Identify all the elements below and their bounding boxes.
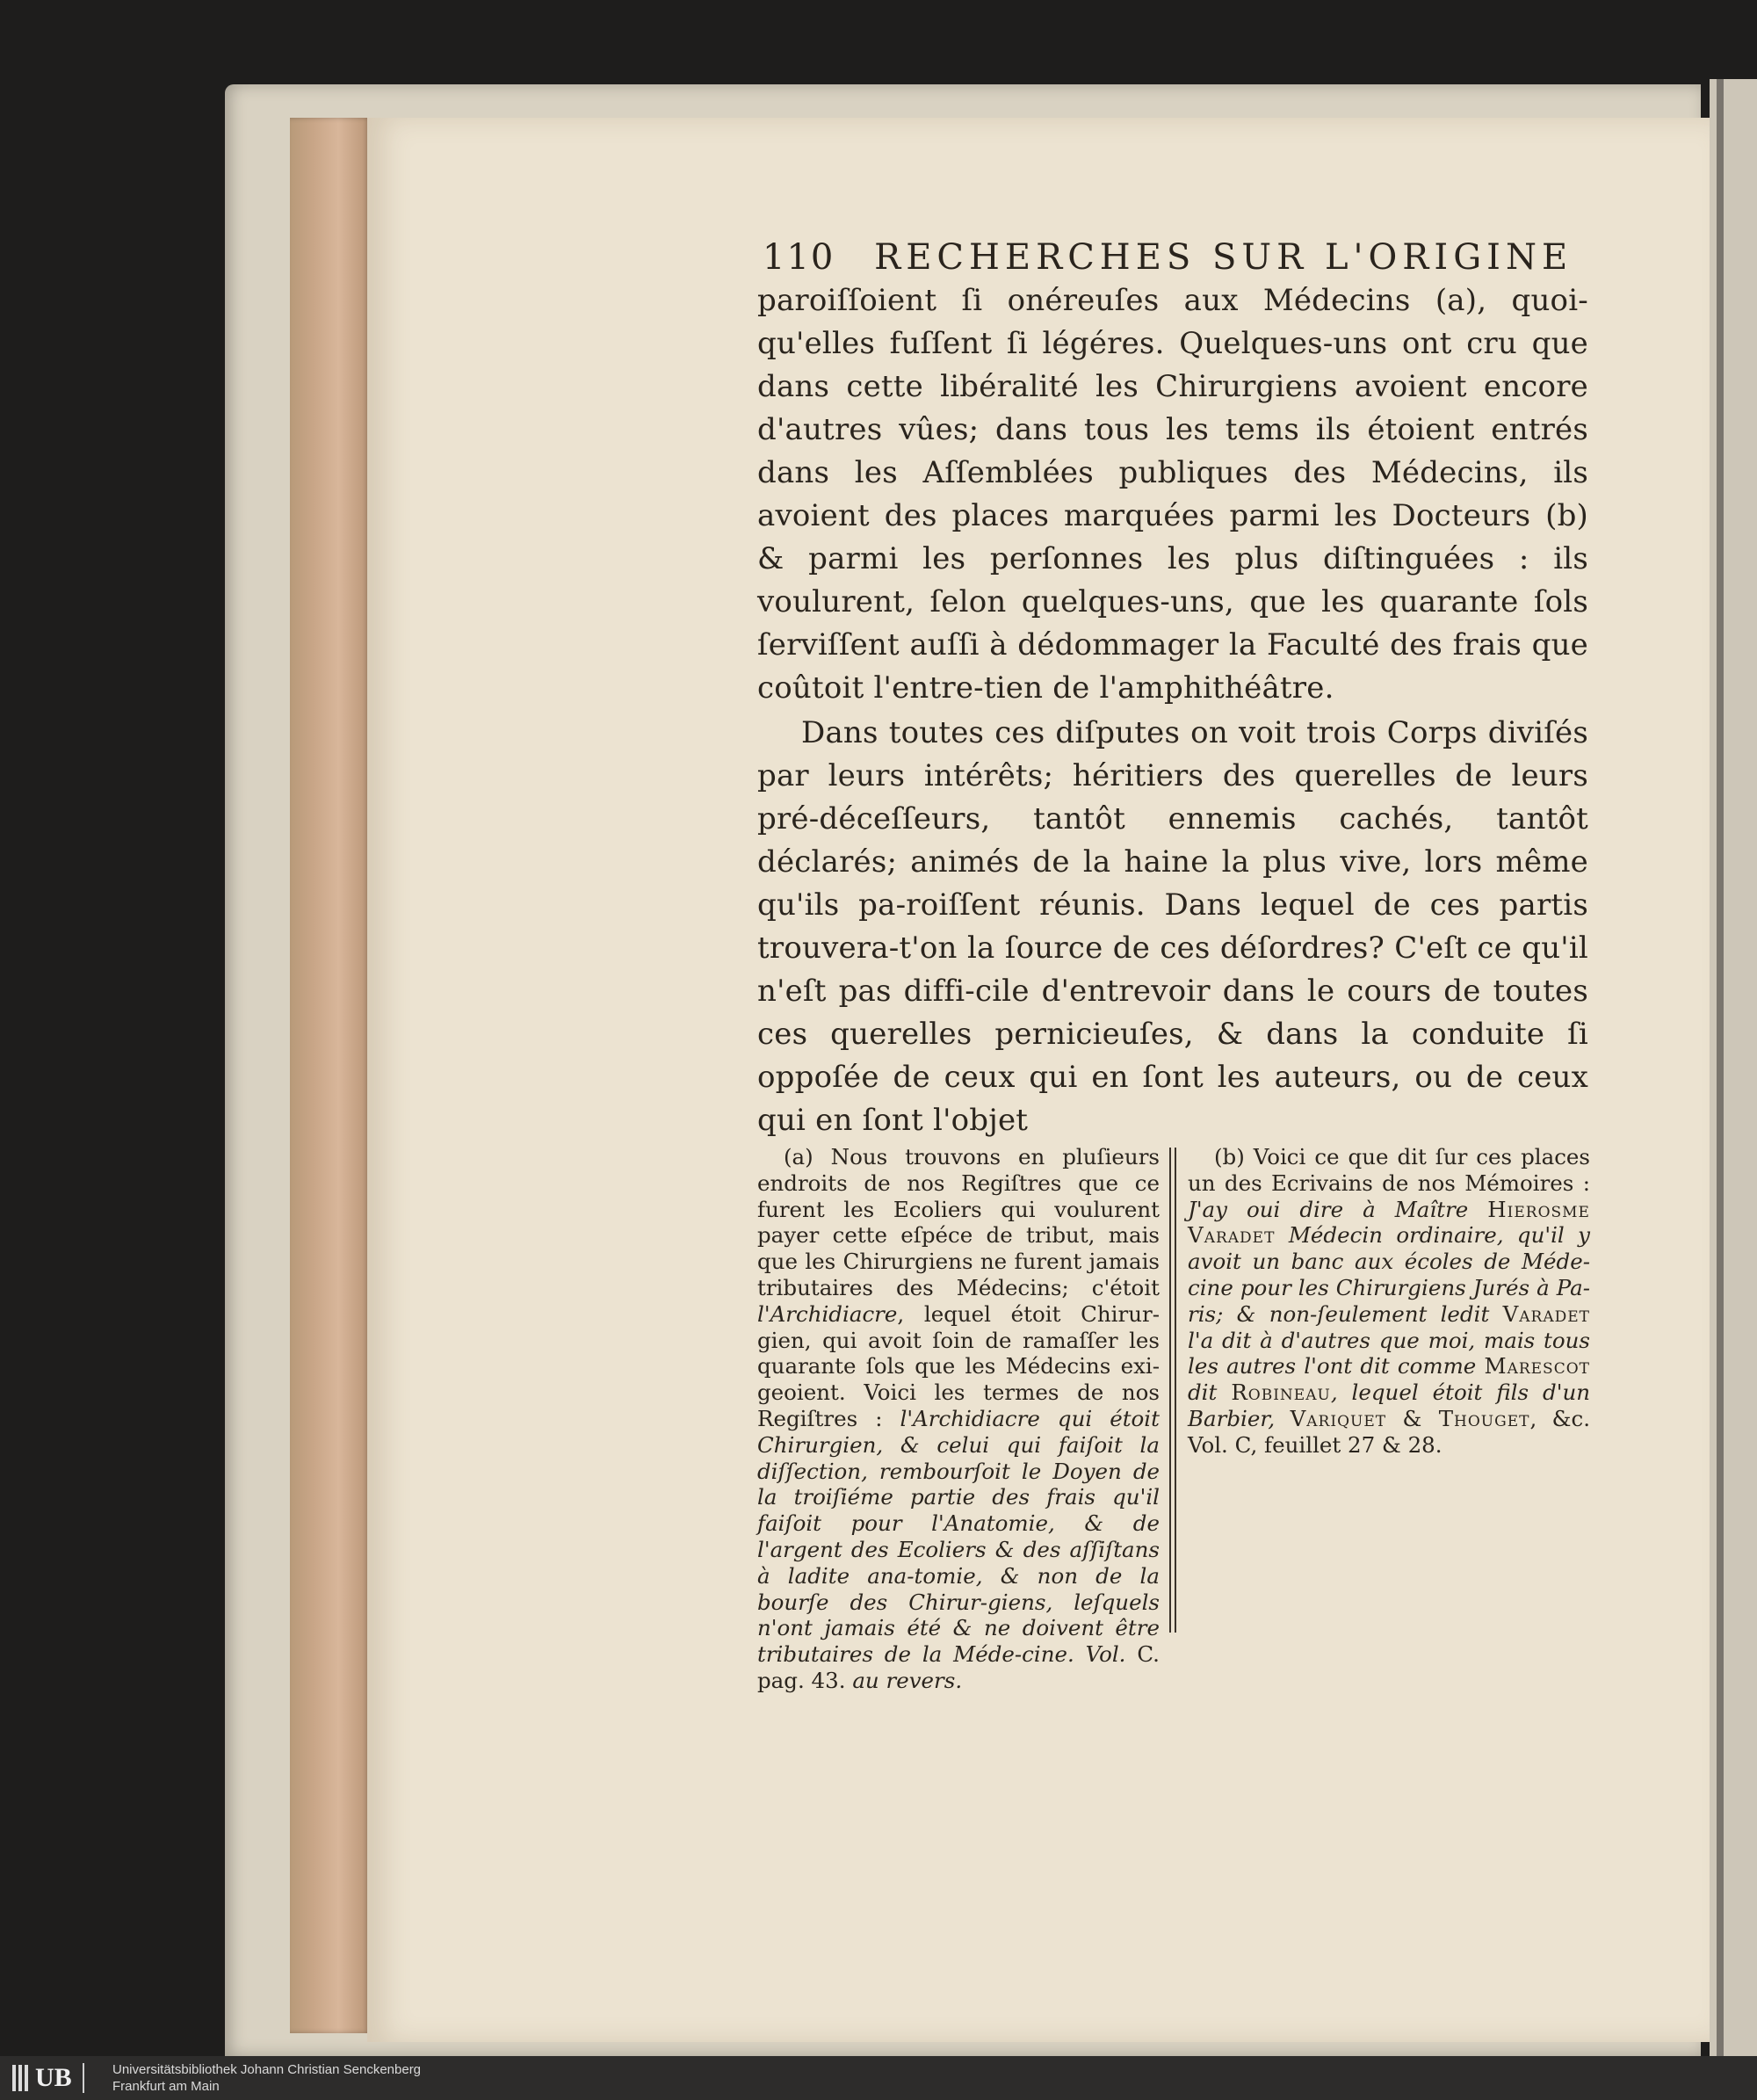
footnote-b-quote-4: dit: [1188, 1379, 1218, 1406]
logo-text: UB: [35, 2063, 72, 2092]
paragraph-1: paroiſſoient ſi onéreuſes aux Médecins (a), quoi-qu'elles fuſſent ſi légéres. Quelques-uns ont cru que dans cette libéralité les Chirurgiens avoient encore d'autres vûes; dans tous les tems ils étoient entrés dans les Aſſemblées publiques des Médecins, ils avoient des places marquées parmi les Docteurs (b) & parmi les perſonnes les plus diſtinguées : ils voulurent, ſelon quelques-uns, que les quarante ſols ſerviſſent auſſi à dédommager la Faculté des frais que coûtoit l'entre-tien de l'amphithéâtre.: [757, 283, 1588, 706]
footnote-b-name-1: Hierosme Varadet: [1188, 1196, 1590, 1249]
column-rule: [1169, 1148, 1171, 1633]
gutter: [1717, 79, 1724, 2056]
footnote-b-name-4: Robineau: [1231, 1379, 1331, 1406]
footnote-b-intro: (b) Voici ce que dit ſur ces places un des Ecrivains de nos Mémoires :: [1188, 1144, 1590, 1196]
footnote-a-reference-tail: au revers.: [852, 1667, 963, 1693]
footnote-a-reference: C. pag. 43.: [757, 1641, 1160, 1693]
library-line-2: Frankfurt am Main: [112, 2079, 220, 2094]
footnote-b-quote-1: J'ay oui dire à Maître: [1188, 1196, 1469, 1222]
footnote-b-name-5: Variquet & Thouget: [1290, 1405, 1530, 1431]
footnotes: [757, 1144, 1590, 1693]
main-text: [757, 279, 1588, 1142]
footnote-a-text: (a) Nous trouvons en pluſieurs endroits de nos Regiſtres que ce furent les Ecoliers qui voulurent payer cette eſpéce de tribut, mais que les Chirurgiens ne furent jamais tributaires des Médecins; c'étoit: [757, 1144, 1160, 1300]
logo-divider: [83, 2063, 84, 2093]
running-title: RECHERCHES SUR L'ORIGINE: [874, 237, 1573, 278]
page-edges: [290, 118, 371, 2033]
ub-logo: [12, 2063, 84, 2093]
footnote-column-right: [1188, 1144, 1590, 1459]
footnote-a-quote: l'Archidiacre qui étoit Chirurgien, & celui qui faiſoit la diſſection, rembourſoit le Doyen de la troiſiéme partie des frais qu'il faiſoit pour l'Anatomie, & de l'argent des Ecoliers & des aſſiſtans à ladite ana-tomie, & non de la bourſe des Chirur-giens, leſquels n'ont jamais été & ne doivent être tributaires de la Méde-cine. Vol.: [757, 1405, 1160, 1668]
running-header: [763, 237, 1588, 278]
footnote-b-quote-3: l'a dit à d'autres que moi, mais tous les autres l'ont dit comme: [1188, 1327, 1590, 1379]
page-number: 110: [763, 237, 835, 278]
library-footer: [0, 2056, 1757, 2100]
footnote-b-quote-5: , lequel étoit fils d'un Barbier,: [1188, 1379, 1590, 1431]
library-name: [112, 2061, 421, 2095]
footnote-b-quote-2: Médecin ordinaire, qu'il y avoit un banc aux écoles de Méde-cine pour les Chirurgiens Jurés à Pa-ris; & non-ſeulement ledit: [1188, 1222, 1590, 1327]
library-line-1: Universitätsbibliothek Johann Christian Senckenberg: [112, 2062, 422, 2077]
footnote-b-name-3: Marescot: [1484, 1353, 1590, 1379]
paragraph-2: Dans toutes ces diſputes on voit trois Corps diviſés par leurs intérêts; héritiers des querelles de leurs pré-déceſſeurs, tantôt ennemis cachés, tantôt déclarés; animés de la haine la plus vive, lors même qu'ils pa-roiſſent réunis. Dans lequel de ces partis trouvera-t'on la ſource de ces déſordres? C'eſt ce qu'il n'eſt pas diffi-cile d'entrevoir dans le cours de toutes ces querelles pernicieuſes, & dans la conduite ſi oppoſée de ceux qui en ſont les auteurs, ou de ceux qui en ſont l'objet: [757, 715, 1588, 1138]
footnote-a: [757, 1144, 1160, 1694]
logo-bars-icon: [12, 2065, 28, 2091]
footnote-a-italic: l'Archidiacre: [757, 1300, 898, 1327]
footnote-column-left: [757, 1144, 1160, 1694]
footnote-b-tail: , &c. Vol. C, feuillet 27 & 28.: [1188, 1405, 1590, 1458]
facing-page-fragment: [1710, 79, 1757, 2056]
footnote-b: [1188, 1144, 1590, 1459]
column-rule-double: [1175, 1148, 1176, 1633]
footnote-a-text-2: , lequel étoit Chirur-gien, qui avoit ſoin de ramaſſer les quarante ſols que les Médecins exi-geoient. Voici les termes de nos Regiſtres :: [757, 1300, 1160, 1431]
footnote-b-name-2: Varadet: [1502, 1300, 1590, 1327]
